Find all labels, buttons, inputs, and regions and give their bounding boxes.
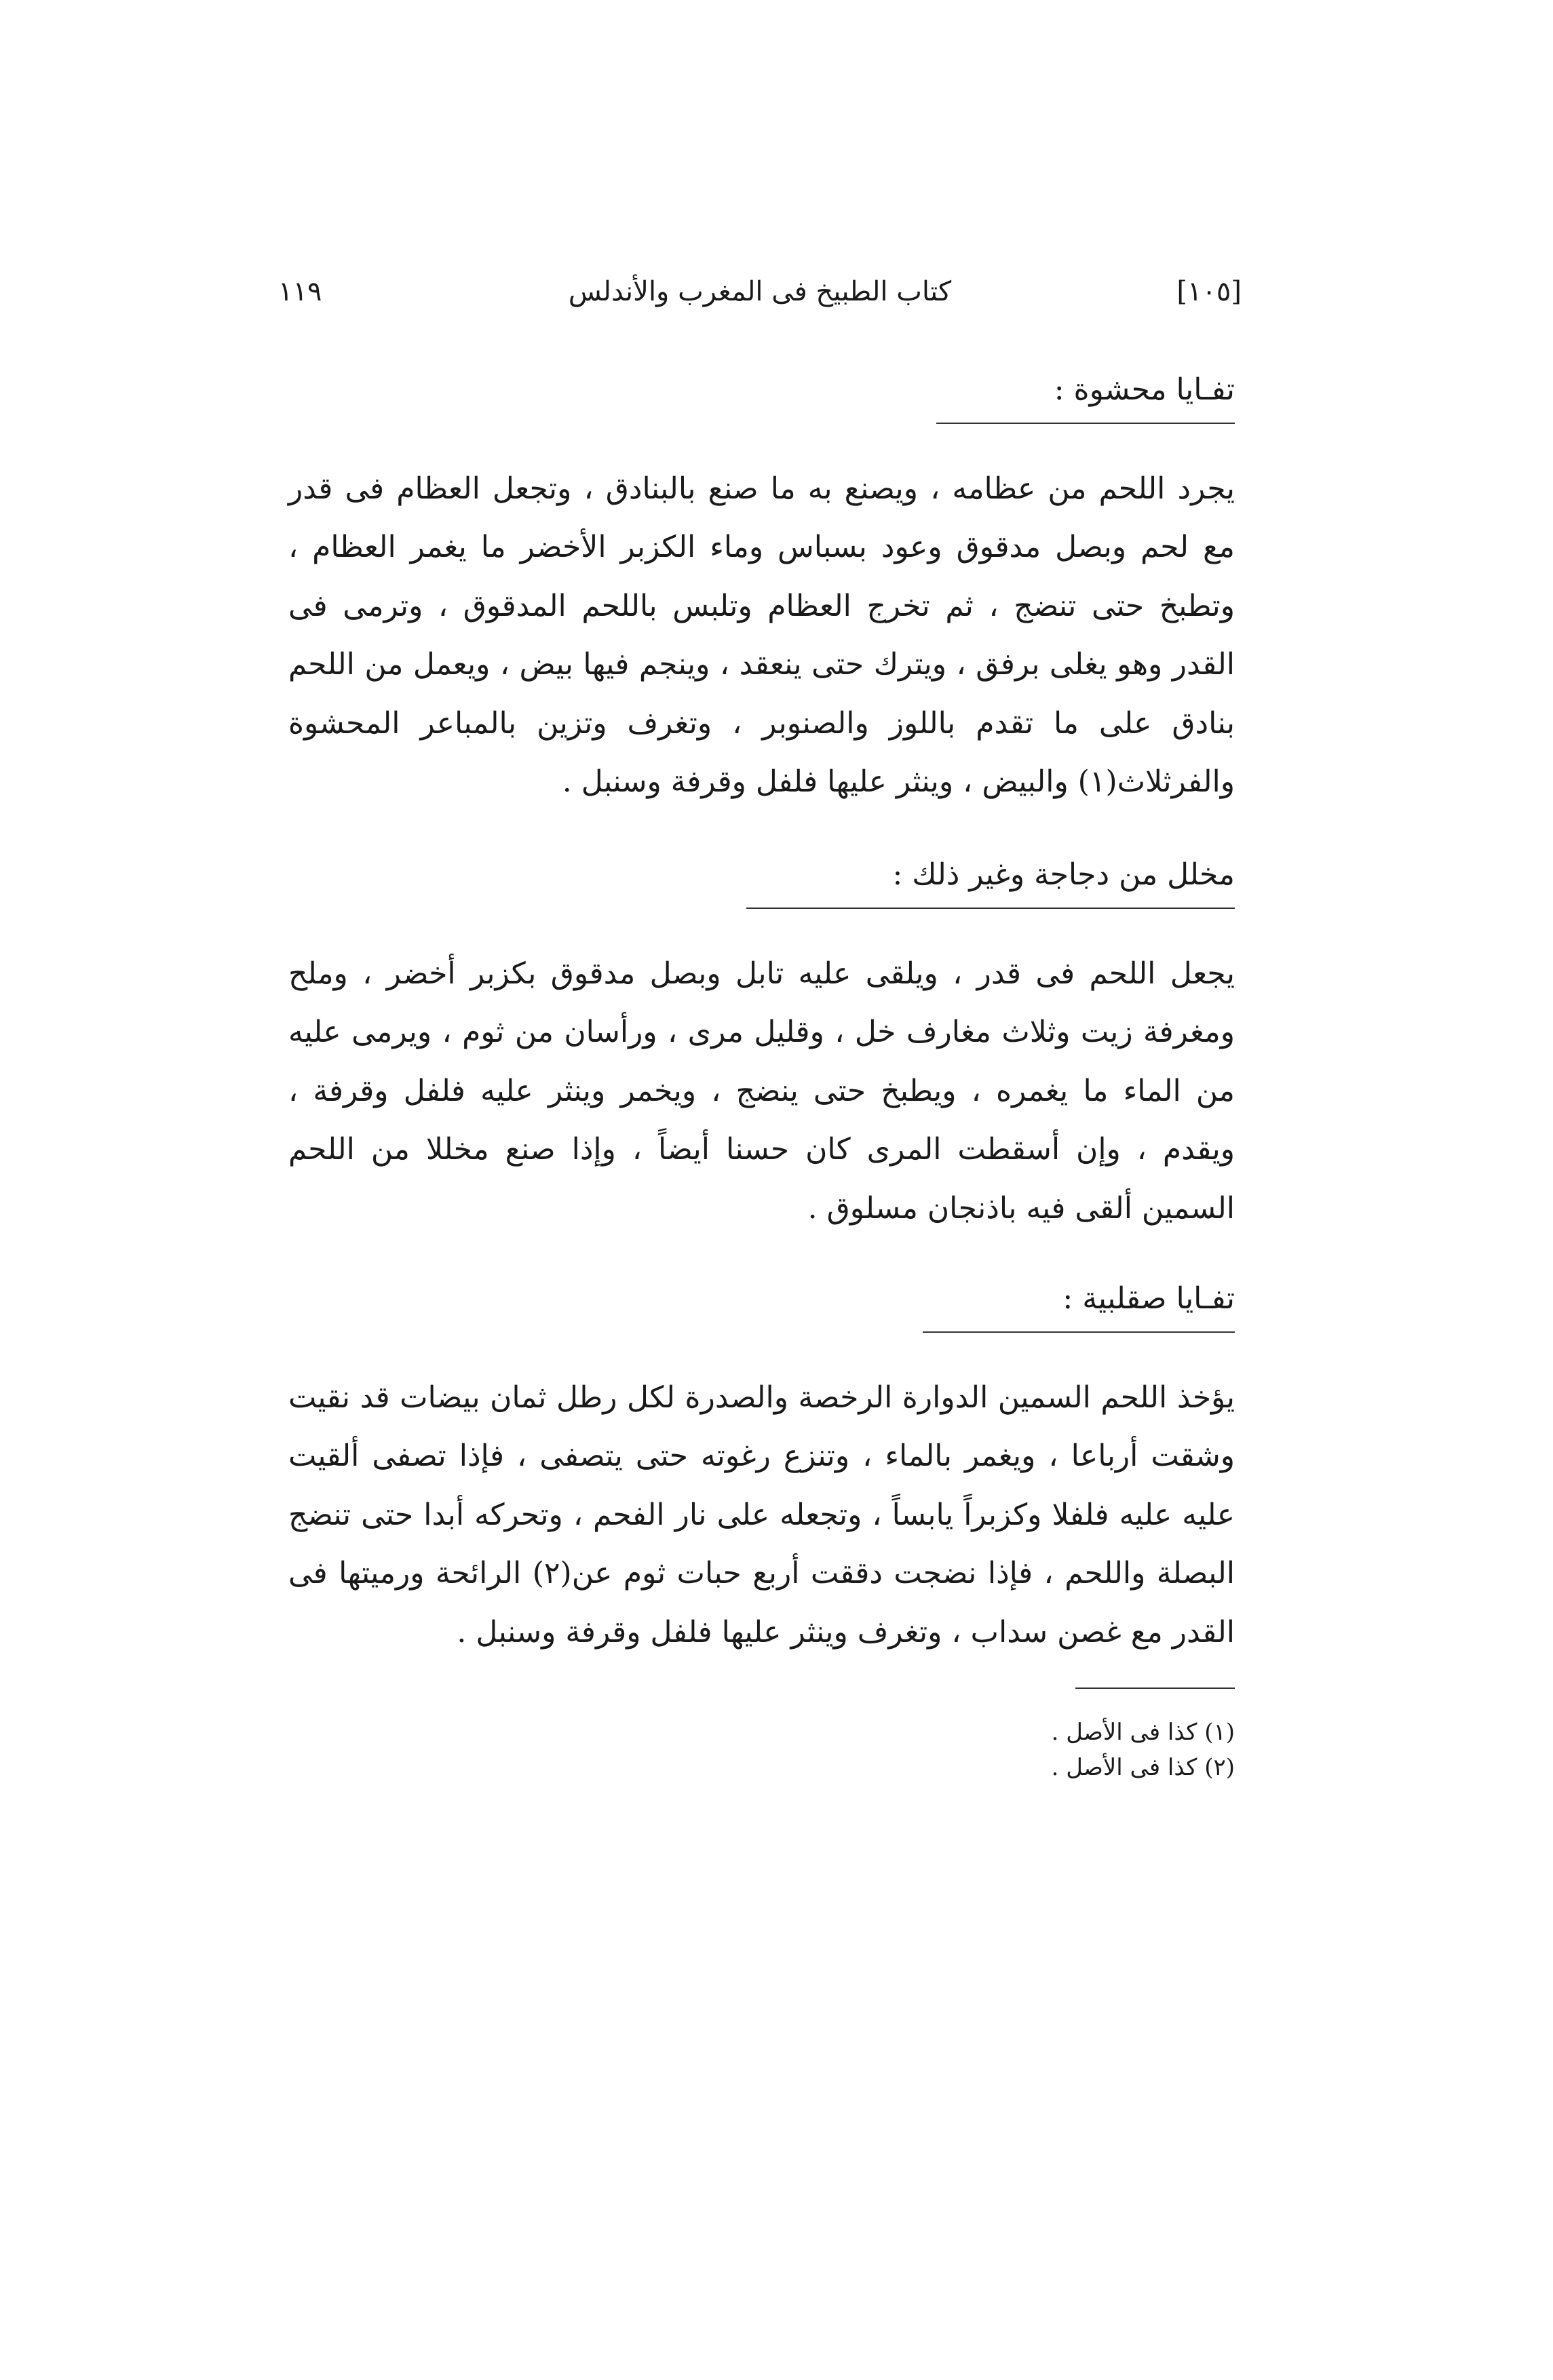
page-number: ١١٩ [278, 276, 322, 307]
section-text-stuffed-tafaya: يجرد اللحم من عظامه ، ويصنع به ما صنع بالبنادق ، وتجعل العظام فى قدر مع لحم وبصل مدقوق وعود بسباس وماء الكزبر الأخضر ما يغمر العظام ، وتطبخ حتى تنضج ، ثم تخرج العظام وتلبس باللحم المدقوق ، وترمى فى القدر وهو يغلى برفق ، ويترك حتى ينعقد ، وينجم فيها بيض ، ويعمل من اللحم بنادق على ما تقدم باللوز والصنوبر ، وتغرف وتزين بالمباعر المحشوة والفرثلاث(١) والبيض ، وينثر عليها فلفل وقرفة وسنبل . [288, 471, 1235, 800]
section-text-pickled-chicken: يجعل اللحم فى قدر ، ويلقى عليه تابل وبصل مدقوق بكزبر أخضر ، وملح ومغرفة زيت وثلاث مغارف خل ، وقليل مرى ، ورأسان من ثوم ، ويرمى عليه من الماء ما يغمره ، ويطبخ حتى ينضج ، ويخمر وينثر عليه فلفل وقرفة ، ويقدم ، وإن أسقطت المرى كان حسنا أيضاً ، وإذا صنع مخللا من اللحم السمين ألقى فيه باذنجان مسلوق . [288, 956, 1235, 1226]
section-title-sicilian-tafaya: تفـايا صقلبية : [923, 1272, 1235, 1333]
running-header [278, 268, 1242, 315]
book-title: كتاب الطبيخ فى المغرب والأندلس [568, 276, 952, 307]
footnotes [760, 1715, 1235, 1785]
footnote-divider [1075, 1688, 1235, 1689]
section-title-pickled-chicken: مخلل من دجاجة وغير ذلك : [746, 848, 1235, 909]
section-text-sicilian-tafaya: يؤخذ اللحم السمين الدوارة الرخصة والصدرة لكل رطل ثمان بيضات قد نقيت وشقت أرباعا ، ويغمر بالماء ، وتنزع رغوته حتى يتصفى ، فإذا تصفى ألقيت عليه عليه فلفلا وكزبراً يابساً ، وتجعله على نار الفحم ، وتحركه أبدا حتى تنضج البصلة واللحم ، فإذا نضجت دققت أربع حبات ثوم عن(٢) الرائحة ورميتها فى القدر مع غصن سداب ، وتغرف وينثر عليها فلفل وقرفة وسنبل . [288, 1380, 1235, 1650]
footnote-1: (١) كذا فى الأصل . [1051, 1719, 1235, 1746]
section-title-stuffed-tafaya: تفـايا محشوة : [936, 363, 1235, 424]
folio-number: [١٠٥] [1176, 276, 1242, 307]
footnote-2: (٢) كذا فى الأصل . [1051, 1754, 1235, 1781]
